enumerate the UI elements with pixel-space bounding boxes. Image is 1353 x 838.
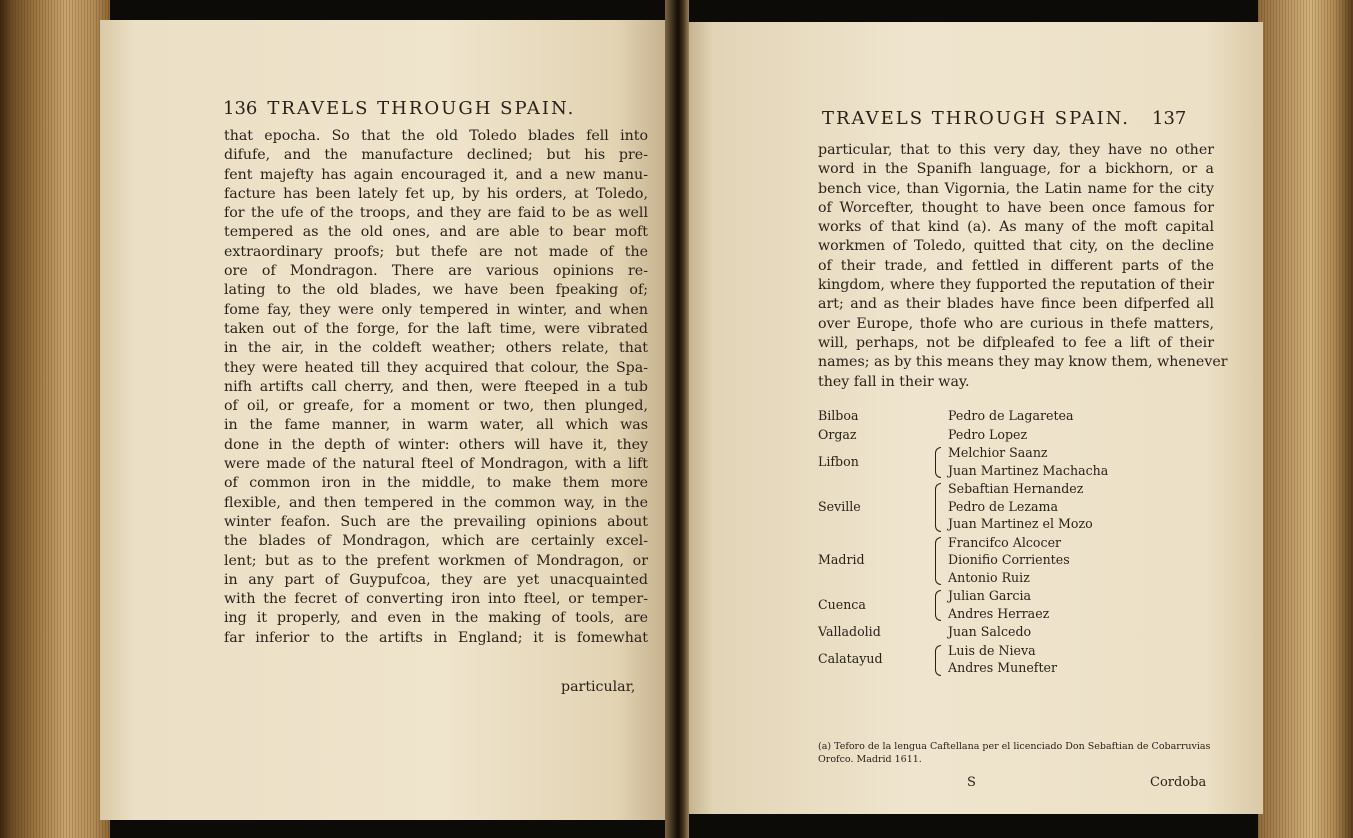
workmen-entry <box>818 480 1218 533</box>
workman-name: Pedro de Lezama <box>948 498 1058 514</box>
workmen-city: Lifbon <box>818 453 859 469</box>
workman-name: Francifco Alcocer <box>948 534 1062 550</box>
text-line: over Europe, thofe who are curious in thefe matters, <box>818 315 1214 332</box>
workmen-entry <box>818 642 1218 677</box>
workman-name: Juan Salcedo <box>948 624 1032 639</box>
workmen-entry <box>818 444 1218 479</box>
brace-mark <box>935 447 941 478</box>
workman-name: Andres Munefter <box>948 660 1057 675</box>
workman-name: Juan Martinez Machacha <box>948 462 1109 478</box>
text-line: lent; but as to the prefent workmen of Mondragon, or <box>224 552 648 569</box>
brace-mark <box>935 537 941 586</box>
workmen-entry <box>818 587 1218 622</box>
workmen-city: Bilboa <box>818 408 859 423</box>
text-line: will, perhaps, not be difpleafed to fee a lift of their <box>818 334 1214 351</box>
text-line: nifh artifts call cherry, and then, were fteeped in a tub <box>224 378 648 395</box>
text-line: ore of Mondragon. There are various opinions re- <box>224 263 648 280</box>
text-line: tempered as the old ones, and are able to bear moft <box>224 224 648 241</box>
text-line: of oil, or greafe, for a moment or two, then plunged, <box>224 398 648 415</box>
text-line: lating to the old blades, we have been fpeaking of; <box>224 282 648 299</box>
left-catchword: particular, <box>561 679 636 695</box>
text-line: they fall in their way. <box>818 373 970 390</box>
workman-name: Andres Herraez <box>948 605 1050 621</box>
workmen-entry <box>818 407 1218 425</box>
text-line: works of that kind (a). As many of the moft capital <box>818 219 1214 236</box>
text-line: they were heated till they acquired that colour, the Spa- <box>224 359 648 376</box>
brace-mark <box>935 645 941 676</box>
right-catchword: Cordoba <box>1150 775 1207 790</box>
workmen-city: Cuenca <box>818 596 866 612</box>
workman-name: Pedro de Lagaretea <box>948 408 1074 423</box>
right-body-text <box>818 141 1228 392</box>
left-page-number: 136 <box>223 98 258 119</box>
workman-name: Julian Garcia <box>948 588 1032 603</box>
text-line: kingdom, where they fupported the reputation of their <box>818 277 1214 294</box>
text-line: taken out of the forge, for the laft time, were vibrated <box>224 320 648 337</box>
text-line: of their trade, and fettled in different parts of the <box>818 257 1214 274</box>
text-line: word in the Spanifh language, for a bickhorn, or a <box>818 161 1214 178</box>
right-page-number: 137 <box>1152 108 1187 129</box>
brace-mark <box>935 590 941 621</box>
workmen-entry <box>818 534 1218 587</box>
book-gutter <box>665 0 689 838</box>
left-running-head <box>223 98 575 119</box>
text-line: facture has been lately fet up, by his orders, at Toledo, <box>224 185 648 202</box>
text-line: far inferior to the artifts in England; it is fomewhat <box>224 629 648 646</box>
text-line: of common iron in the middle, to make them more <box>224 475 648 492</box>
right-running-title: TRAVELS THROUGH SPAIN. <box>822 108 1131 129</box>
text-line: winter feafon. Such are the prevailing opinions about <box>224 513 648 530</box>
book-page-edges-left <box>0 0 110 838</box>
brace-mark <box>935 483 941 532</box>
text-line: in the air, in the coldeft weather; others relate, that <box>224 340 648 357</box>
text-line: workmen of Toledo, quitted that city, on the decline <box>818 238 1214 255</box>
workmen-city: Orgaz <box>818 426 857 442</box>
workman-name: Juan Martinez el Mozo <box>948 516 1093 531</box>
text-line: that epocha. So that the old Toledo blades fell into <box>224 128 648 144</box>
workman-name: Melchior Saanz <box>948 445 1048 460</box>
text-line: particular, that to this very day, they have no other <box>818 142 1214 158</box>
left-body-text <box>224 127 648 648</box>
text-line: flexible, and then tempered in the common way, in the <box>224 494 648 511</box>
workmen-entry <box>818 623 1218 641</box>
text-line: were made of the natural fteel of Mondragon, with a lift <box>224 456 648 473</box>
book-page-edges-right <box>1258 0 1353 838</box>
footnote: (a) Teforo de la lengua Caftellana per el licenciado Don Sebaftian de Cobarruvias Orofco. Madrid 1611. <box>818 741 1211 765</box>
workmen-city: Valladolid <box>818 624 881 639</box>
workmen-city: Seville <box>818 498 861 514</box>
workmen-city: Madrid <box>818 552 865 567</box>
text-line: fome fay, they were only tempered in winter, and when <box>224 301 648 318</box>
text-line: in any part of Guypufcoa, they are yet unacquainted <box>224 571 648 588</box>
text-line: difufe, and the manufacture declined; but his pre- <box>224 147 648 164</box>
right-running-head <box>822 108 1186 129</box>
workman-name: Pedro Lopez <box>948 426 1028 442</box>
workman-name: Dionifio Corrientes <box>948 552 1070 567</box>
text-line: with the fecret of converting iron into fteel, or temper- <box>224 591 648 608</box>
workman-name: Antonio Ruiz <box>948 569 1030 585</box>
text-line: fent majefty has again encouraged it, and a new manu- <box>224 166 648 183</box>
text-line: the blades of Mondragon, which are certainly excel- <box>224 533 648 550</box>
signature-mark: S <box>967 775 976 790</box>
text-line: names; as by this means they may know them, whenever <box>818 354 1228 371</box>
text-line: bench vice, than Vigornia, the Latin name for the city <box>818 180 1214 197</box>
workmen-city: Calatayud <box>818 651 883 667</box>
left-running-title: TRAVELS THROUGH SPAIN. <box>267 98 576 119</box>
workman-name: Sebaftian Hernandez <box>948 481 1084 496</box>
workmen-entry <box>818 426 1218 444</box>
text-line: art; and as their blades have fince been difperfed all <box>818 296 1214 313</box>
text-line: ing it properly, and even in the making of tools, are <box>224 610 648 627</box>
text-line: in the fame manner, in warm water, all which was <box>224 417 648 434</box>
text-line: done in the depth of winter: others will have it, they <box>224 436 648 453</box>
workman-name: Luis de Nieva <box>948 642 1036 658</box>
text-line: of Worcefter, thought to have been once famous for <box>818 199 1214 216</box>
text-line: extraordinary proofs; but thefe are not made of the <box>224 243 648 260</box>
text-line: for the ufe of the troops, and they are faid to be as well <box>224 205 648 222</box>
